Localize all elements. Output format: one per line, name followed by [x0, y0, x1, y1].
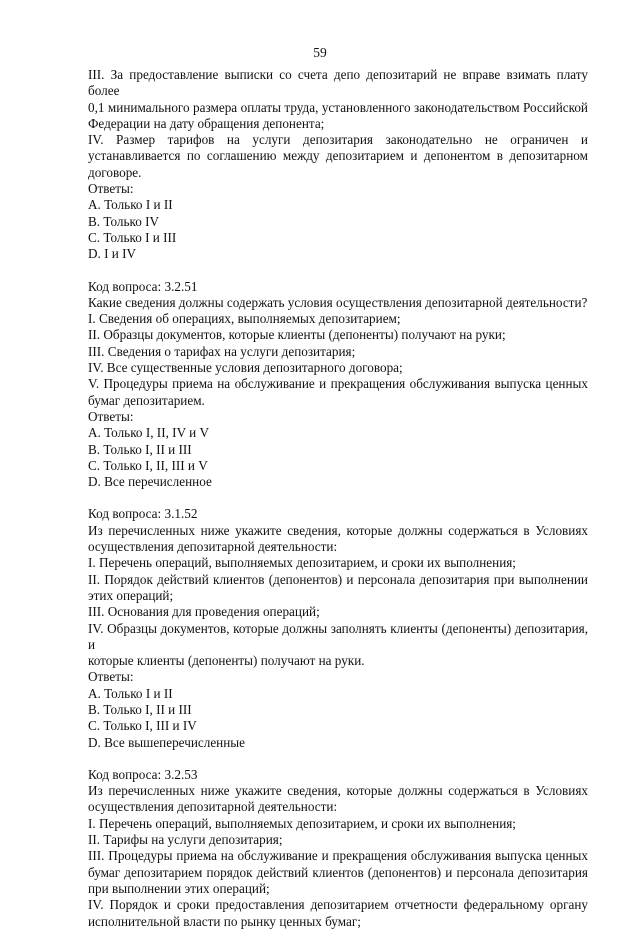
statement-iv-line-2: исполнительной власти по рынку ценных бумаг;: [88, 913, 361, 929]
statement-iv-line-1: IV. Размер тарифов на услуги депозитария законодательно не ограничен и: [88, 132, 588, 148]
statement-i: I. Перечень операций, выполняемых депозитарием, и сроки их выполнения;: [88, 815, 516, 831]
statement-iii: III. Основания для проведения операций;: [88, 604, 320, 620]
statement-iii-line-1: III. За предоставление выписки со счета депо депозитарий не вправе взимать плату более: [88, 67, 588, 99]
answers-label: Ответы:: [88, 408, 134, 424]
answer-option-c: C. Только I, II, III и V: [88, 457, 208, 473]
statement-ii-line-2: этих операций;: [88, 587, 174, 603]
answer-option-d: D. Все перечисленное: [88, 474, 212, 490]
question-code: Код вопроса: 3.2.53: [88, 766, 198, 782]
question-block-3-1-52: [88, 506, 588, 750]
answer-option-b: B. Только I, II и III: [88, 701, 192, 717]
statement-iii-line-3: Федерации на дату обращения депонента;: [88, 115, 325, 131]
statement-iii-line-2: 0,1 минимального размера оплаты труда, установленного законодательством Российской: [88, 99, 588, 115]
page-content: [88, 67, 588, 930]
statement-iii-line-2: бумаг депозитарием порядок действий клиентов (депонентов) и персонала депозитария: [88, 864, 588, 880]
statement-iv-line-2: которые клиенты (депоненты) получают на руки.: [88, 653, 365, 669]
question-text-line-1: Из перечисленных ниже укажите сведения, которые должны содержаться в Условиях: [88, 522, 588, 538]
answer-option-b: B. Только IV: [88, 213, 160, 229]
answer-option-a: A. Только I и II: [88, 197, 173, 213]
statement-v-line-2: бумаг депозитарием.: [88, 392, 205, 408]
statement-iv-line-1: IV. Образцы документов, которые должны заполнять клиенты (депоненты) депозитария, и: [88, 620, 588, 652]
question-block-3-2-51: [88, 279, 588, 491]
question-code: Код вопроса: 3.1.52: [88, 506, 198, 522]
question-text-line-2: осуществления депозитарной деятельности:: [88, 539, 338, 555]
question-block-3-2-53: [88, 767, 588, 930]
answers-label: Ответы:: [88, 669, 134, 685]
statement-iii: III. Сведения о тарифах на услуги депозитария;: [88, 343, 356, 359]
question-text-line-1: Из перечисленных ниже укажите сведения, которые должны содержаться в Условиях: [88, 783, 588, 799]
statement-iv-line-3: договоре.: [88, 164, 142, 180]
statement-iv-line-1: IV. Порядок и сроки предоставления депозитарием отчетности федеральному органу: [88, 897, 588, 913]
page-number: 59: [313, 45, 327, 60]
question-code: Код вопроса: 3.2.51: [88, 278, 198, 294]
statement-iii-line-1: III. Процедуры приема на обслуживание и прекращения обслуживания выпуска ценных: [88, 848, 588, 864]
statement-iii-line-3: при выполнении этих операций;: [88, 880, 270, 896]
statement-ii: II. Образцы документов, которые клиенты (депоненты) получают на руки;: [88, 327, 506, 343]
answer-option-c: C. Только I и III: [88, 229, 177, 245]
answer-option-d: D. I и IV: [88, 246, 137, 262]
answer-option-c: C. Только I, III и IV: [88, 718, 197, 734]
answer-option-b: B. Только I, II и III: [88, 441, 192, 457]
statement-i: I. Перечень операций, выполняемых депозитарием, и сроки их выполнения;: [88, 555, 516, 571]
answer-option-a: A. Только I и II: [88, 685, 173, 701]
answers-label: Ответы:: [88, 181, 134, 197]
statement-iv: IV. Все существенные условия депозитарного договора;: [88, 360, 403, 376]
statement-ii: II. Тарифы на услуги депозитария;: [88, 832, 283, 848]
statement-iv-line-2: устанавливается по соглашению между депозитарием и депонентом в депозитарном: [88, 148, 588, 164]
question-text-line-2: осуществления депозитарной деятельности:: [88, 799, 338, 815]
answer-option-d: D. Все вышеперечисленные: [88, 734, 246, 750]
statement-i: I. Сведения об операциях, выполняемых депозитарием;: [88, 311, 401, 327]
statement-ii-line-1: II. Порядок действий клиентов (депонентов) и персонала депозитария при выполнении: [88, 571, 588, 587]
question-continuation: [88, 67, 588, 263]
question-text: Какие сведения должны содержать условия осуществления депозитарной деятельности?: [88, 294, 588, 310]
answer-option-a: A. Только I, II, IV и V: [88, 425, 210, 441]
statement-v-line-1: V. Процедуры приема на обслуживание и прекращения обслуживания выпуска ценных: [88, 376, 588, 392]
